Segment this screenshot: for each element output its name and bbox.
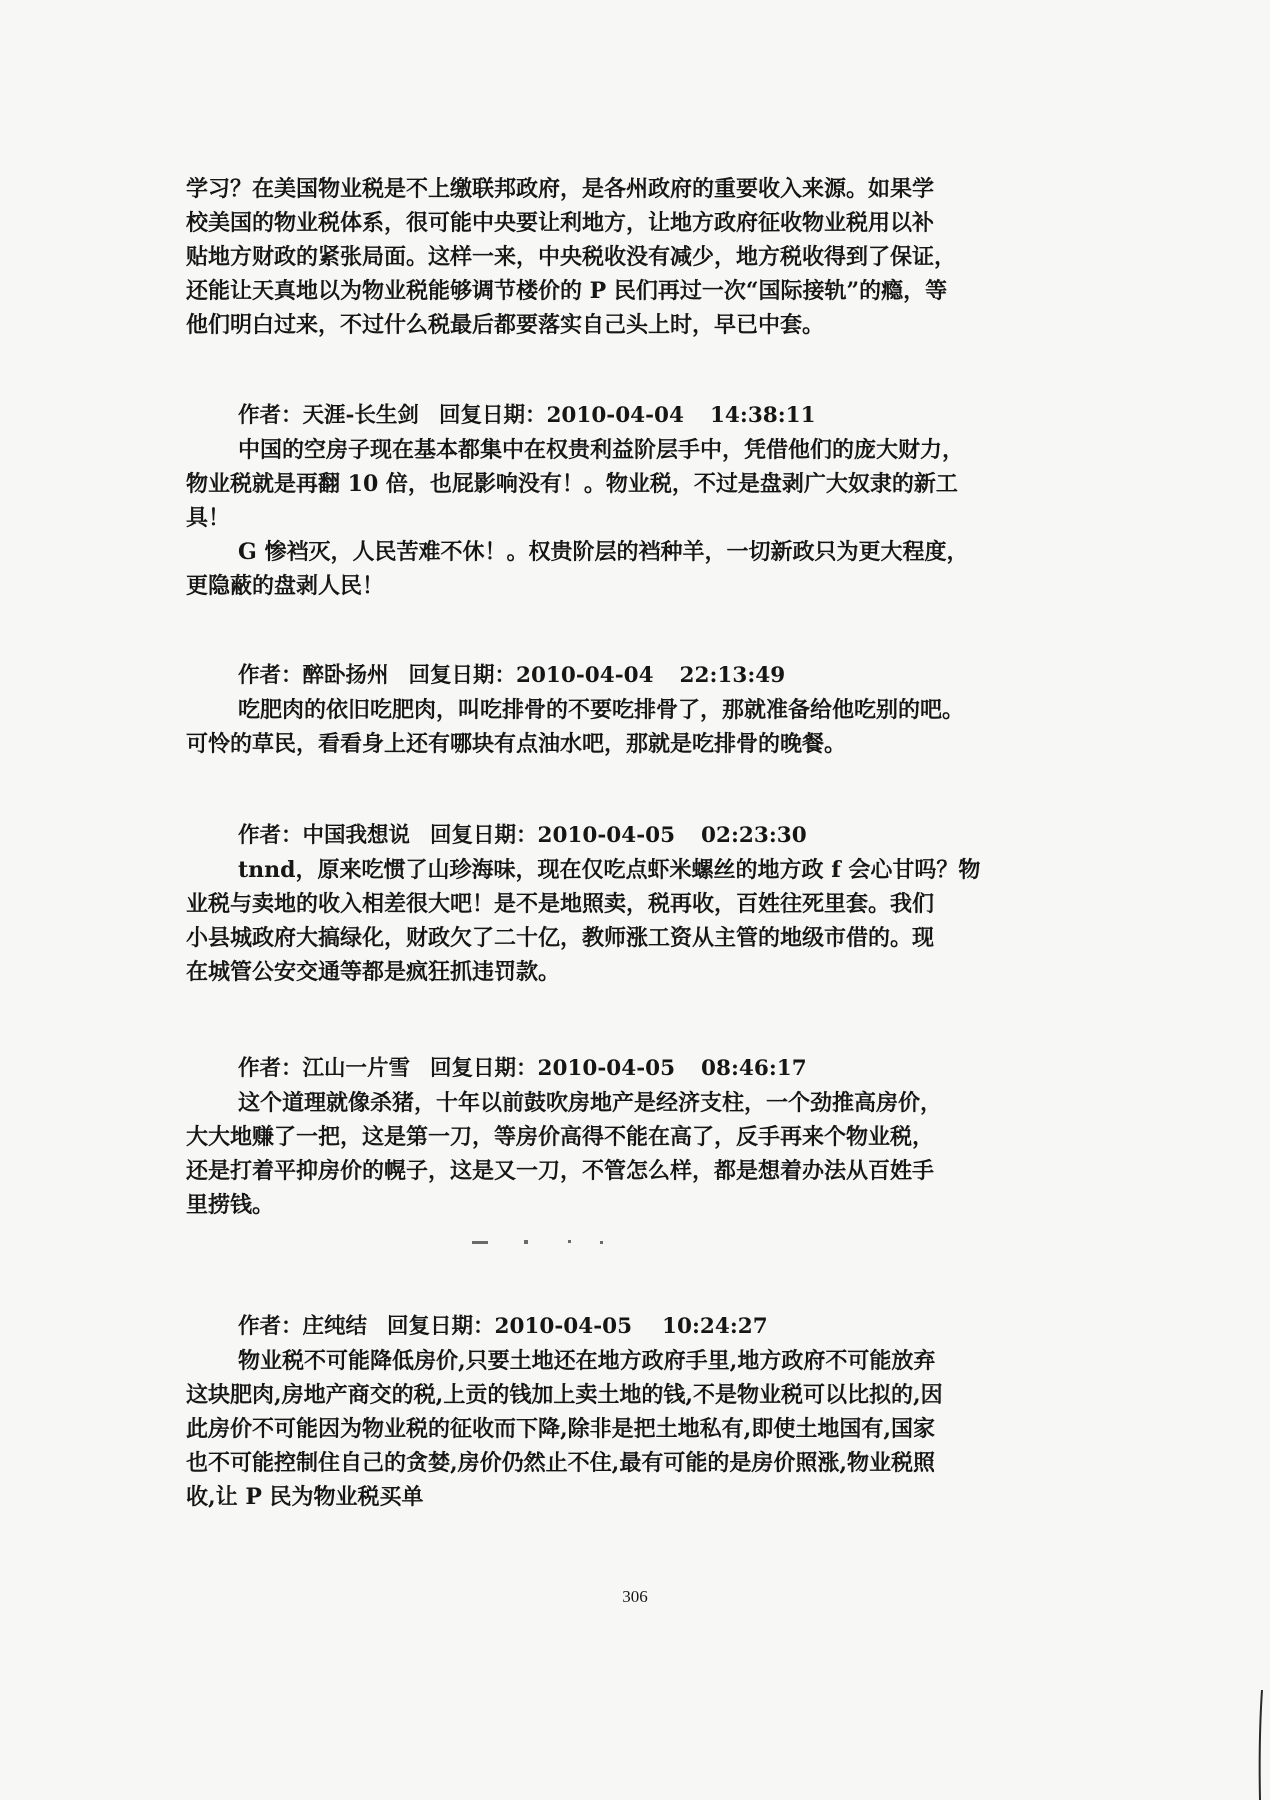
reply-post [186,1052,1086,1222]
smudge-mark [568,1240,571,1243]
reply-post [186,1310,1086,1514]
post-header [186,659,1086,693]
post-header [186,1052,1086,1086]
continuation-paragraph [186,172,1086,342]
reply-post [186,399,1086,603]
text-line: G 惨裆灭，人民苦难不休！。权贵阶层的裆种羊，一切新政只为更大程度， [238,539,969,565]
post-date: 回复日期：2010-04-05 [387,1314,633,1339]
post-time: 14:38:11 [709,403,816,428]
text-line: 学习？在美国物业税是不上缴联邦政府，是各州政府的重要收入来源。如果学 [186,176,935,202]
post-date: 回复日期：2010-04-05 [430,823,676,848]
post-author: 作者：庄纯结 [238,1314,368,1339]
text-line: 校美国的物业税体系，很可能中央要让利地方，让地方政府征收物业税用以补 [186,210,935,236]
page-number: 306 [622,1587,648,1606]
post-date: 回复日期：2010-04-05 [430,1056,676,1081]
post-author: 作者：中国我想说 [238,823,411,848]
text-line: 还能让天真地以为物业税能够调节楼价的 P 民们再过一次“国际接轨”的瘾，等 [186,278,948,304]
post-author: 作者：江山一片雪 [238,1056,411,1081]
smudge-mark [524,1240,528,1244]
post-header [186,1310,1086,1344]
text-line: 他们明白过来，不过什么税最后都要落实自己头上时，早已中套。 [186,312,825,338]
text-line: 在城管公安交通等都是疯狂抓违罚款。 [186,959,561,985]
text-line: 业税与卖地的收入相差很大吧！是不是地照卖，税再收，百姓往死里套。我们 [186,891,935,917]
text-line: 也不可能控制住自己的贪婪,房价仍然止不住,最有可能的是房价照涨,物业税照 [186,1450,935,1476]
text-line: 里捞钱。 [186,1192,275,1218]
text-line: 这个道理就像杀猪，十年以前鼓吹房地产是经济支柱，一个劲推高房价， [238,1090,943,1116]
text-line: 贴地方财政的紧张局面。这样一来，中央税收没有减少，地方税收得到了保证， [186,244,957,270]
post-header [186,819,1086,853]
smudge-mark [472,1241,488,1244]
text-line: 吃肥肉的依旧吃肥肉，叫吃排骨的不要吃排骨了，那就准备给他吃别的吧。 [238,697,965,723]
text-line: tnnd，原来吃惯了山珍海味，现在仅吃点虾米螺丝的地方政 f 会心甘吗？物 [238,857,981,883]
text-line: 这块肥肉,房地产商交的税,上贡的钱加上卖土地的钱,不是物业税可以比拟的,因 [186,1382,943,1408]
text-line: 小县城政府大搞绿化，财政欠了二十亿，教师涨工资从主管的地级市借的。现 [186,925,935,951]
text-line: 收,让 P 民为物业税买单 [186,1484,424,1510]
post-time: 02:23:30 [701,823,807,848]
scan-smudge [472,1237,612,1247]
page-edge-shadow [1256,1690,1264,1800]
text-line: 此房价不可能因为物业税的征收而下降,除非是把土地私有,即使土地国有,国家 [186,1416,935,1442]
smudge-mark [600,1241,603,1244]
text-line: 还是打着平抑房价的幌子，这是又一刀，不管怎么样，都是想着办法从百姓手 [186,1158,935,1184]
reply-post [186,819,1086,989]
text-line: 物业税不可能降低房价,只要土地还在地方政府手里,地方政府不可能放弃 [238,1348,936,1374]
text-line: 可怜的草民，看看身上还有哪块有点油水吧，那就是吃排骨的晚餐。 [186,731,847,757]
post-author: 作者：醉卧扬州 [238,663,389,688]
reply-post [186,659,1086,761]
text-line: 中国的空房子现在基本都集中在权贵利益阶层手中，凭借他们的庞大财力， [238,437,965,463]
text-line: 大大地赚了一把，这是第一刀，等房价高得不能在高了，反手再来个物业税， [186,1124,935,1150]
post-author: 作者：天涯-长生剑 [238,403,419,428]
post-time: 22:13:49 [679,663,786,688]
text-line: 具！ [186,505,231,531]
post-time: 10:24:27 [662,1314,768,1339]
post-date: 回复日期：2010-04-04 [408,663,654,688]
post-time: 08:46:17 [701,1056,807,1081]
post-header [186,399,1086,433]
text-line: 物业税就是再翻 10 倍，也屁影响没有！。物业税，不过是盘剥广大奴隶的新工 [186,471,958,497]
text-line: 更隐蔽的盘剥人民！ [186,573,385,599]
post-date: 回复日期：2010-04-04 [438,403,684,428]
